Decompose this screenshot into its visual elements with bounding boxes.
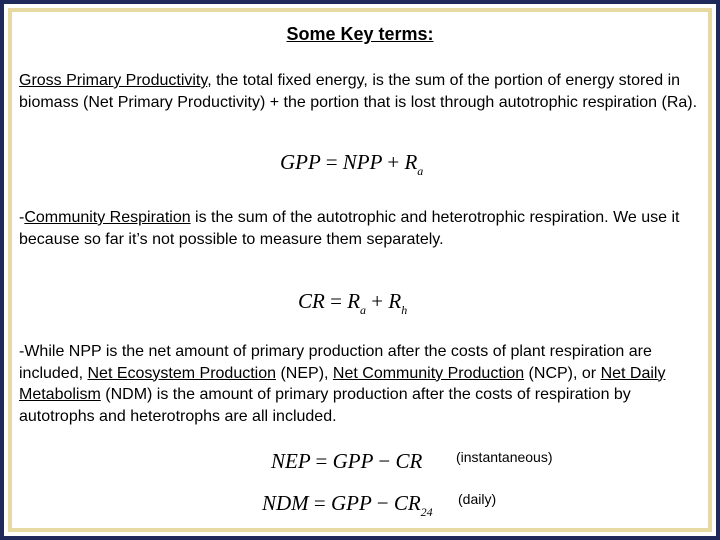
eq4-minus: − <box>376 491 389 515</box>
eq1-r: R <box>404 150 418 174</box>
eq1-sub-a: a <box>417 164 424 178</box>
nep-mid2: (NCP), or <box>524 364 601 382</box>
eq4-cr: CR <box>393 491 421 515</box>
gpp-equation <box>280 150 423 179</box>
slide-title: Some Key terms: <box>286 24 434 44</box>
note-daily: (daily) <box>458 491 497 507</box>
eq2-plus: + <box>371 289 384 313</box>
term-nep: Net Ecosystem Production <box>87 364 277 382</box>
nep-rest: (NDM) is the amount of primary production after the costs of respiration by autotrophs and heterotrophs are all included. <box>19 386 631 425</box>
note-instantaneous: (instantaneous) <box>456 449 553 465</box>
eq2-equals: = <box>330 289 342 313</box>
eq2-r2: R <box>388 289 402 313</box>
nep-definition <box>19 341 709 427</box>
eq4-gpp: GPP <box>331 491 372 515</box>
eq3-equals: = <box>315 449 328 473</box>
eq1-lhs: GPP <box>280 150 321 174</box>
term-ncp: Net Community Production <box>332 364 525 382</box>
nep-mid1: (NEP), <box>276 364 333 382</box>
eq3-lhs: NEP <box>271 449 311 473</box>
cr-equation <box>298 289 407 318</box>
eq3-gpp: GPP <box>332 449 374 473</box>
gpp-definition-text: , the total fixed energy, is the sum of the portion of energy stored in biomass (Net Primary Productivity) + the portion that is lost through autotrophic respiration (Ra). <box>19 72 698 111</box>
eq1-equals: = <box>325 150 338 174</box>
gpp-definition <box>19 70 709 113</box>
nep-lead-text: -While NPP is the net amount of primary production after the costs of plant respiration are included, <box>19 343 652 382</box>
eq2-r1: R <box>347 289 361 313</box>
eq1-plus: + <box>387 150 400 174</box>
term-community-respiration: Community Respiration <box>24 209 191 226</box>
eq2-sub-a: a <box>360 303 367 317</box>
eq2-sub-h: h <box>401 303 408 317</box>
cr-definition <box>19 207 709 250</box>
eq4-sub-24: 24 <box>420 505 433 519</box>
cr-definition-text: is the sum of the autotrophic and heterotrophic respiration. We use it because so far it’s not possible to measure them separately. <box>19 209 680 248</box>
eq3-cr: CR <box>395 449 423 473</box>
ndm-equation <box>262 491 433 520</box>
term-ndm: Net Daily Metabolism <box>19 364 666 403</box>
eq3-minus: − <box>378 449 391 473</box>
term-gpp: Gross Primary Productivity <box>19 72 208 89</box>
nep-equation <box>271 449 422 474</box>
eq2-lhs: CR <box>298 289 325 313</box>
cr-lead: - <box>19 209 25 226</box>
eq1-npp: NPP <box>342 150 383 174</box>
eq4-lhs: NDM <box>262 491 309 515</box>
eq4-equals: = <box>313 491 326 515</box>
